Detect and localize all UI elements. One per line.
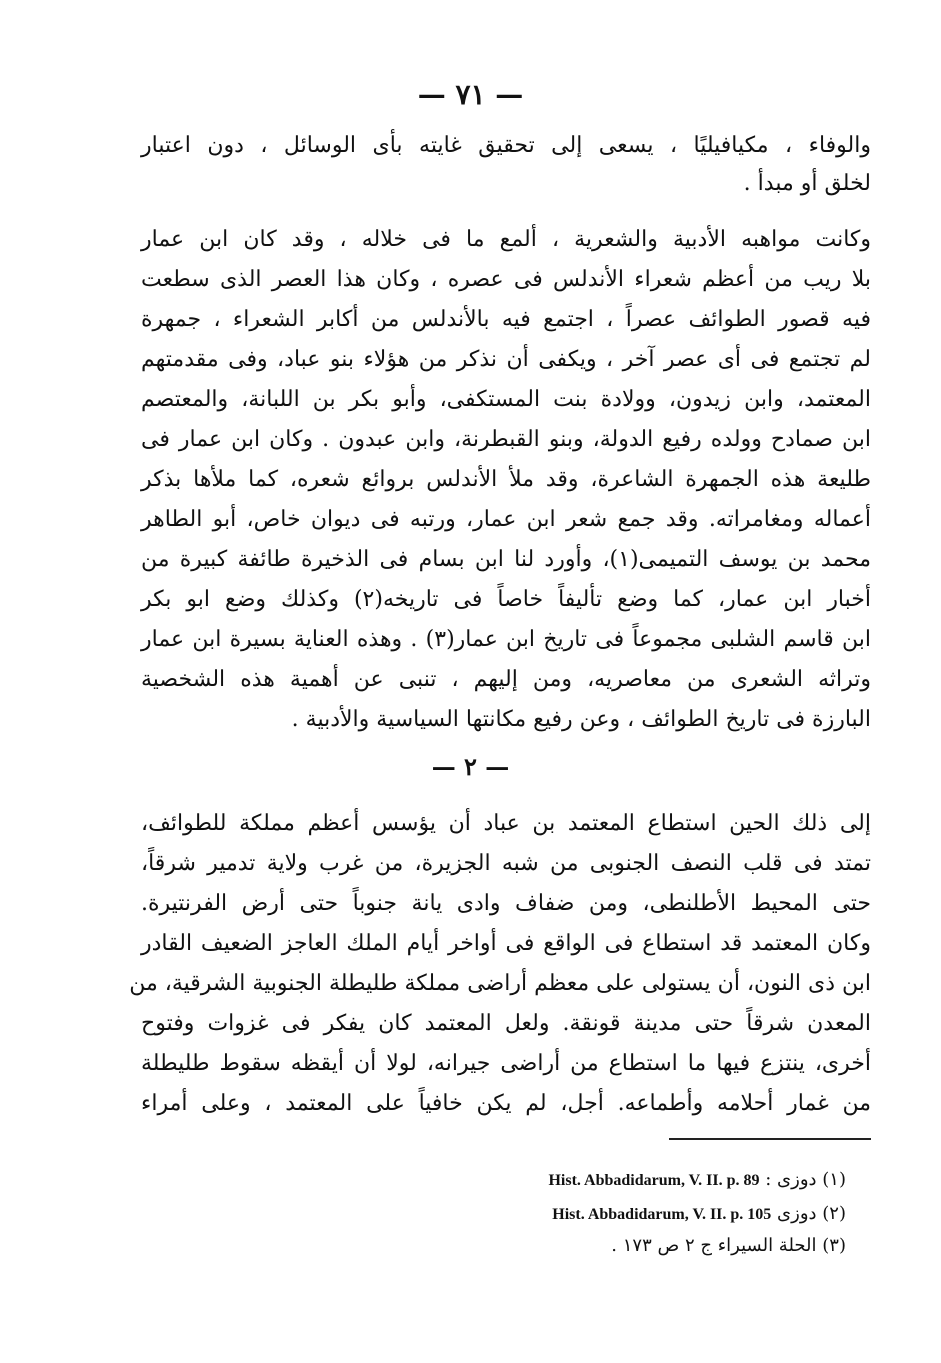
footnote-marker: (٣)	[822, 1235, 846, 1256]
text-line: لخلق أو مبدأ .	[743, 171, 871, 196]
text-line: فيه قصور الطوائف عصراً ، اجتمع فيه بالأندلس من أكابر الشعراء ، جمهرة	[141, 307, 871, 332]
footnote	[326, 1166, 846, 1195]
text-line: والوفاء ، مكيافيليًا ، يسعى إلى تحقيق غايته بأى الوسائل ، دون اعتبار	[141, 133, 871, 158]
page-number: — ٧١ —	[417, 78, 524, 111]
text-line: ابن ذى النون، أن يستولى على معظم أراضى مملكة طليطلة الجنوبية الشرقية، من	[129, 971, 871, 996]
text-line: بلا ريب من أعظم شعراء الأندلس فى عصره ، وكان هذا العصر الذى سطعت	[141, 267, 871, 292]
footnote-latin: Hist. Abbadidarum, V. II. p. 89	[548, 1172, 760, 1189]
text-line: ابن قاسم الشلبى مجموعاً فى تاريخ ابن عمار(٣) . وهذه العناية بسيرة ابن عمار	[141, 627, 871, 652]
footnote-divider	[669, 1138, 871, 1140]
footnote-latin: Hist. Abbadidarum, V. II. p. 105	[552, 1206, 772, 1223]
text-line: المعتمد، وابن زيدون، وولادة بنت المستكفى، وأبو بكر بن اللبانة، والمعتصم	[141, 387, 871, 412]
text-line: وكان المعتمد قد استطاع فى الواقع فى أواخر أيام الملك العاجز الضعيف القادر	[141, 931, 871, 956]
text-line: لم تجتمع فى أى عصر آخر ، ويكفى أن نذكر من هؤلاء بنو عباد، وفى مقدمتهم	[141, 347, 871, 372]
text-line: المعدن شرقاً حتى مدينة قونقة. ولعل المعتمد كان يفكر فى غزوات وفتوح	[141, 1011, 871, 1036]
footnote-arabic: دوزى	[777, 1203, 817, 1224]
text-line: من غمار أحلامه وأطماعه. أجل، لم يكن خافياً على المعتمد ، وعلى أمراء	[141, 1091, 871, 1116]
text-line: ابن صمادح وولده رفيع الدولة، وبنو القبطرنة، وابن عبدون . وكان ابن عمار فى	[141, 427, 871, 452]
footnote-arabic: الحلة السيراء ج ٢ ص ١٧٣ .	[611, 1235, 817, 1256]
text-line: أخرى، ينتزع فيها ما استطاع من أراضى جيرانه، لولا أن أيقظه سقوط طليطلة	[141, 1051, 871, 1076]
footnote	[326, 1232, 846, 1261]
footnote-marker: (١)	[822, 1169, 846, 1190]
text-line: البارزة فى تاريخ الطوائف ، وعن رفيع مكانتها السياسية والأدبية .	[291, 707, 871, 732]
text-line: حتى المحيط الأطلنطى، ومن ضفاف وادى يانة جنوباً حتى أرض الفرنتيرة.	[141, 891, 871, 916]
text-line: وكانت مواهبه الأدبية والشعرية ، ألمع ما فى خلاله ، وقد كان ابن عمار	[141, 227, 871, 252]
footnote	[326, 1200, 846, 1229]
footnote-arabic: دوزى :	[765, 1169, 817, 1190]
text-line: وتراثه الشعرى من معاصريه، ومن إليهم ، تنبى عن أهمية هذه الشخصية	[141, 667, 871, 692]
text-line: أخبار ابن عمار، كما وضع تأليفاً خاصاً فى تاريخه(٢) وكذلك وضع ابو بكر	[141, 587, 871, 612]
footnote-marker: (٢)	[822, 1203, 846, 1224]
text-line: أعماله ومغامراته. وقد جمع شعر ابن عمار، ورتبه فى ديوان خاص، أبو الطاهر	[141, 507, 871, 532]
text-line: تمتد فى قلب النصف الجنوبى من شبه الجزيرة، من غرب ولاية تدمير شرقاً،	[141, 851, 871, 876]
text-line: إلى ذلك الحين استطاع المعتمد بن عباد أن يؤسس أعظم مملكة للطوائف،	[141, 811, 871, 836]
section-number: — ٢ —	[431, 752, 510, 781]
text-line: محمد بن يوسف التميمى(١)، وأورد لنا ابن بسام فى الذخيرة طائفة كبيرة من	[141, 547, 871, 572]
text-line: طليعة هذه الجمهرة الشاعرة، وقد ملأ الأندلس بروائع شعره، كما ملأها بذكر	[141, 467, 871, 492]
